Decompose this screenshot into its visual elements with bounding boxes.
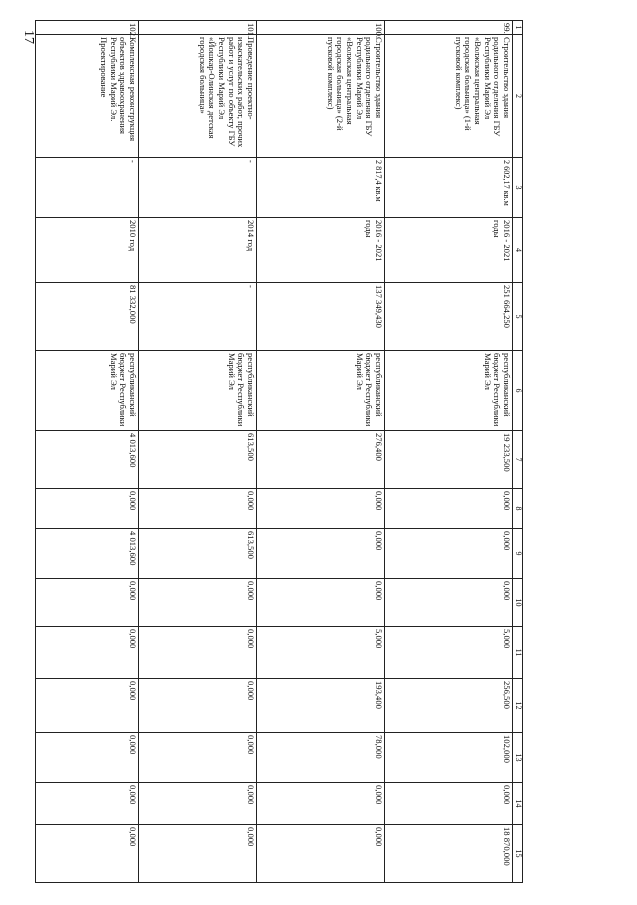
- year-value: 0,000: [36, 489, 139, 529]
- capacity: 2 602,17 кв.м: [385, 158, 513, 218]
- header-cell: 12: [513, 679, 523, 733]
- funding-source: республиканский бюджет Республики Марий Эл: [385, 351, 513, 431]
- period: 2016 - 2021 годы: [385, 218, 513, 283]
- year-value: 0,000: [139, 825, 257, 883]
- year-value: 0,000: [36, 679, 139, 733]
- capacity: -: [139, 158, 257, 218]
- year-value: 0,000: [36, 783, 139, 825]
- year-value: 0,000: [385, 489, 513, 529]
- year-value: 0,000: [139, 627, 257, 679]
- year-value: 0,000: [257, 783, 385, 825]
- year-value: 0,000: [385, 579, 513, 627]
- total-amount: 4 013,600: [36, 431, 139, 489]
- year-value: 78,000: [257, 733, 385, 783]
- year-value: 613,500: [139, 529, 257, 579]
- header-cell: 13: [513, 733, 523, 783]
- row-number: 101.: [139, 21, 257, 35]
- funding-source: республиканский бюджет Республики Марий Эл: [257, 351, 385, 431]
- header-cell: 8: [513, 489, 523, 529]
- year-value: 0,000: [257, 825, 385, 883]
- header-cell: 15: [513, 825, 523, 883]
- year-value: 18 870,000: [385, 825, 513, 883]
- table-row: [139, 21, 257, 883]
- year-value: 0,000: [257, 489, 385, 529]
- period: 2010 год: [36, 218, 139, 283]
- header-cell: 6: [513, 351, 523, 431]
- total-amount: 19 233,500: [385, 431, 513, 489]
- year-value: 102,000: [385, 733, 513, 783]
- period: 2016 - 2021 годы: [257, 218, 385, 283]
- table-row: [257, 21, 385, 883]
- year-value: 0,000: [257, 529, 385, 579]
- year-value: 0,000: [36, 825, 139, 883]
- year-value: 5,000: [257, 627, 385, 679]
- total-amount: 276,400: [257, 431, 385, 489]
- header-cell: 9: [513, 529, 523, 579]
- header-cell: 2: [513, 35, 523, 158]
- header-cell: 4: [513, 218, 523, 283]
- funding-source: республиканский бюджет Республики Марий Эл: [139, 351, 257, 431]
- table-row: [36, 21, 139, 883]
- header-cell: 5: [513, 283, 523, 351]
- header-cell: 3: [513, 158, 523, 218]
- year-value: 0,000: [36, 733, 139, 783]
- object-name: Комплексная реконструкция объектов здравоохранения Республики Марий Эл. Проектирование: [36, 35, 139, 158]
- header-row: [513, 21, 523, 883]
- page-number: 17: [21, 30, 36, 44]
- year-value: 0,000: [385, 783, 513, 825]
- header-cell: 11: [513, 627, 523, 679]
- object-name: Строительство здания родильного отделения ГБУ Республики Марий Эл «Волжская центральная городская больница» (2-й пусковой комплекс): [257, 35, 385, 158]
- year-value: 193,400: [257, 679, 385, 733]
- row-number: 99.: [385, 21, 513, 35]
- capacity: 2 817,4 кв.м: [257, 158, 385, 218]
- year-value: 0,000: [36, 627, 139, 679]
- total-amount: 613,500: [139, 431, 257, 489]
- year-value: 0,000: [139, 733, 257, 783]
- object-name: Строительство здания родильного отделения ГБУ Республики Марий Эл «Волжская центральная городская больница» (1-й пусковой комплекс): [385, 35, 513, 158]
- year-value: 0,000: [139, 489, 257, 529]
- year-value: 0,000: [36, 579, 139, 627]
- estimated-cost: 81 332,000: [36, 283, 139, 351]
- year-value: 0,000: [257, 579, 385, 627]
- table-row: [385, 21, 513, 883]
- row-number: 102.: [36, 21, 139, 35]
- funding-source: республиканский бюджет Республики Марий Эл: [36, 351, 139, 431]
- capacity: -: [36, 158, 139, 218]
- header-cell: 14: [513, 783, 523, 825]
- year-value: 5,000: [385, 627, 513, 679]
- year-value: 256,500: [385, 679, 513, 733]
- header-cell: 7: [513, 431, 523, 489]
- budget-table: [35, 20, 523, 883]
- estimated-cost: 137 349,430: [257, 283, 385, 351]
- header-cell: 1: [513, 21, 523, 35]
- estimated-cost: 251 664,250: [385, 283, 513, 351]
- period: 2014 год: [139, 218, 257, 283]
- year-value: 0,000: [385, 529, 513, 579]
- header-cell: 10: [513, 579, 523, 627]
- row-number: 100.: [257, 21, 385, 35]
- object-name: Проведение проектно-изыскательских работ, прочих работ и услуг по объекту ГБУ Республики Марий Эл «Йошкар-Олинская детская городская больница»: [139, 35, 257, 158]
- year-value: 0,000: [139, 679, 257, 733]
- year-value: 0,000: [139, 579, 257, 627]
- year-value: 0,000: [139, 783, 257, 825]
- estimated-cost: -: [139, 283, 257, 351]
- year-value: 4 013,600: [36, 529, 139, 579]
